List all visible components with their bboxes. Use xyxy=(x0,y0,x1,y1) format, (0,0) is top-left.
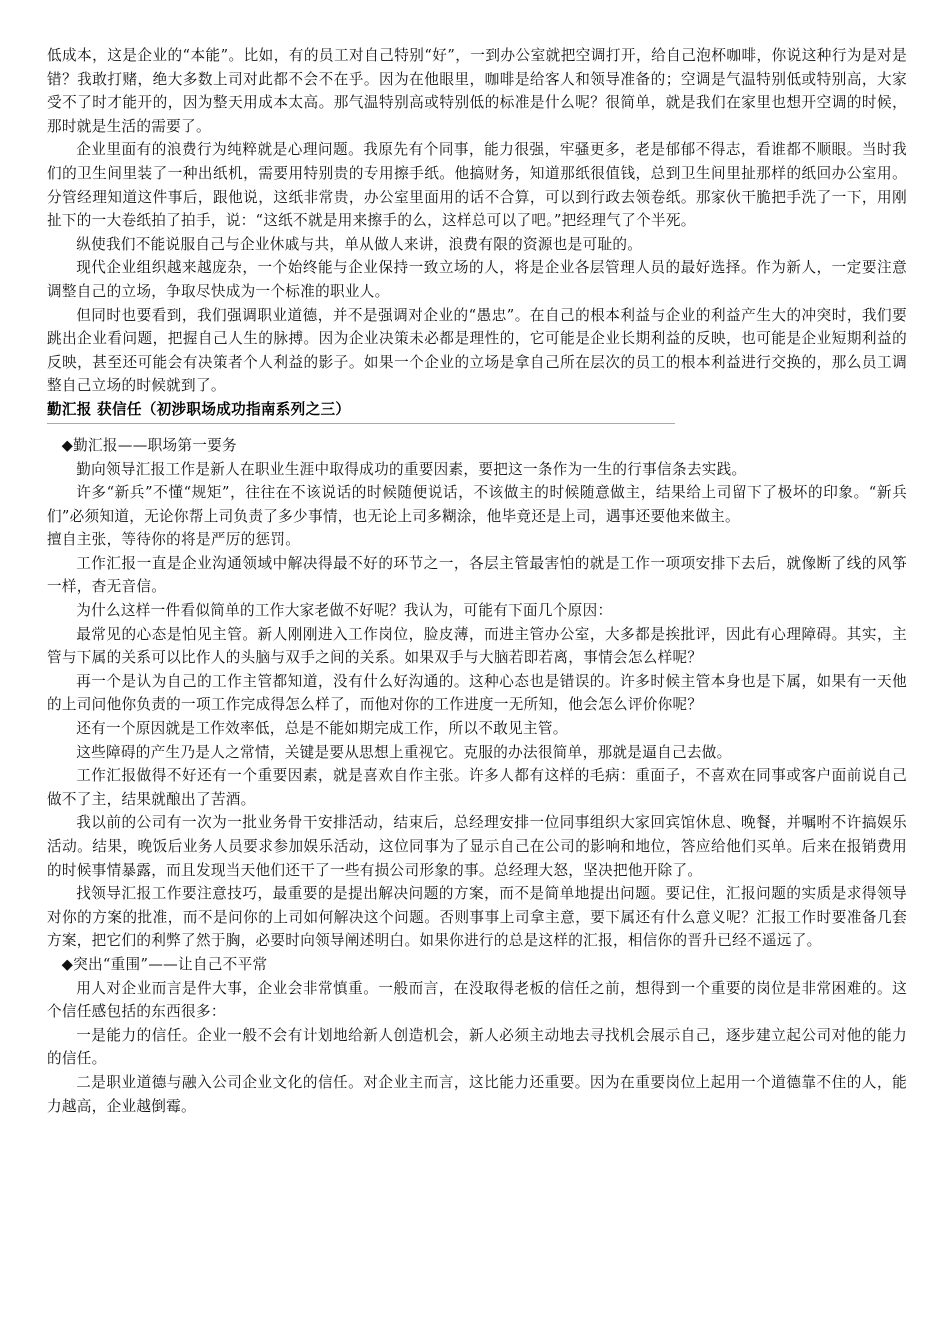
paragraph: 但同时也要看到，我们强调职业道德，并不是强调对企业的“愚忠”。在自己的根本利益与企业的利益产生大的冲突时，我们要跳出企业看问题，把握自己人生的脉搏。因为企业决策未必都是理性的，它可能是企业长期利益的反映，也可能是企业短期利益的反映，甚至还可能会有决策者个人利益的影子。如果一个企业的立场是拿自己所在层次的员工的根本利益进行交换的，那么员工调整自己立场的时候就到了。 xyxy=(47,306,907,395)
paragraph: 低成本，这是企业的“本能”。比如，有的员工对自己特别“好”，一到办公室就把空调打开，给自己泡杯咖啡，你说这种行为是对是错？我敢打赌，绝大多数上司对此都不会不在乎。因为在他眼里，咖啡是给客人和领导准备的；空调是气温特别低或特别高，大家受不了时才能开的，因为整天用成本太高。那气温特别高或特别低的标准是什么呢？很简单，就是我们在家里也想开空调的时候，那时就是生活的需要了。 xyxy=(47,47,907,135)
paragraph: 找领导汇报工作要注意技巧，最重要的是提出解决问题的方案，而不是简单地提出问题。要记住，汇报问题的实质是求得领导对你的方案的批准，而不是问你的上司如何解决这个问题。否则事事上司拿主意，要下属还有什么意义呢？汇报工作时要准备几套方案，把它们的利弊了然于胸，必要时向领导阐述明白。如果你进行的总是这样的汇报，相信你的晋升已经不遥远了。 xyxy=(47,885,907,950)
document-page xyxy=(47,44,907,1118)
section-title: ◆勤汇报——职场第一要务 xyxy=(61,436,237,454)
paragraph: 我以前的公司有一次为一批业务骨干安排活动，结束后，总经理安排一位同事组织大家回宾馆休息、晚餐，并嘱咐不许搞娱乐活动。结果，晚饭后业务人员要求参加娱乐活动，这位同事为了显示自己在公司的影响和地位，答应给他们买单。后来在报销费用的时候事情暴露，而且发现当天他们还干了一些有损公司形象的事。总经理大怒，坚决把他开除了。 xyxy=(47,814,907,879)
paragraph: 许多“新兵”不懂“规矩”，往往在不该说话的时候随便说话，不该做主的时候随意做主，结果给上司留下了极坏的印象。“新兵们”必须知道，无论你帮上司负责了多少事情，也无论上司多糊涂，他毕竟还是上司，遇事还要他来做主。 xyxy=(47,484,907,525)
paragraph: 工作汇报做得不好还有一个重要因素，就是喜欢自作主张。许多人都有这样的毛病：重面子，不喜欢在同事或客户面前说自己做不了主，结果就酿出了苦酒。 xyxy=(47,767,907,808)
paragraph: 工作汇报一直是企业沟通领域中解决得最不好的环节之一，各层主管最害怕的就是工作一项项安排下去后，就像断了线的风筝一样，杳无音信。 xyxy=(47,554,907,596)
paragraph: 现代企业组织越来越庞杂，一个始终能与企业保持一致立场的人，将是企业各层管理人员的最好选择。作为新人，一定要注意调整自己的立场，争取尽快成为一个标准的职业人。 xyxy=(47,259,907,300)
paragraph: 企业里面有的浪费行为纯粹就是心理问题。我原先有个同事，能力很强，牢骚更多，老是郁郁不得志，看谁都不顺眼。当时我们的卫生间里装了一种出纸机，需要用特别贵的专用擦手纸。他搞财务，知道那纸很值钱，总到卫生间里扯那样的纸回办公室用。分管经理知道这件事后，跟他说，这纸非常贵，办公室里面用的话不合算，可以到行政去领卷纸。那家伙干脆把手洗了一下，用刚扯下的一大卷纸拍了拍手，说：“这纸不就是用来擦手的么，这样总可以了吧。”把经理气了个半死。 xyxy=(47,141,907,230)
paragraph: 一是能力的信任。企业一般不会有计划地给新人创造机会，新人必须主动地去寻找机会展示自己，逐步建立起公司对他的能力的信任。 xyxy=(47,1026,907,1068)
paragraph: 二是职业道德与融入公司企业文化的信任。对企业主而言，这比能力还重要。因为在重要岗位上起用一个道德靠不住的人，能力越高，企业越倒霉。 xyxy=(47,1073,907,1115)
paragraph: 为什么这样一件看似简单的工作大家老做不好呢？我认为，可能有下面几个原因： xyxy=(76,602,613,620)
paragraph: 再一个是认为自己的工作主管都知道，没有什么好沟通的。这种心态也是错误的。许多时候主管本身也是下属，如果有一天他的上司问他你负责的一项工作完成得怎么样了，而他对你的工作进度一无所知，他会怎么评价你呢？ xyxy=(47,672,907,714)
paragraph: 纵使我们不能说服自己与企业休戚与共，单从做人来讲，浪费有限的资源也是可耻的。 xyxy=(76,235,643,253)
title-divider xyxy=(47,423,675,424)
paragraph: 这些障碍的产生乃是人之常情，关键是要从思想上重视它。克服的办法很简单，那就是逼自己去做。 xyxy=(76,743,732,761)
paragraph: 用人对企业而言是件大事，企业会非常慎重。一般而言，在没取得老板的信任之前，想得到一个重要的岗位是非常困难的。这个信任感包括的东西很多： xyxy=(47,979,907,1021)
paragraph: 还有一个原因就是工作效率低，总是不能如期完成工作，所以不敢见主管。 xyxy=(76,720,568,738)
paragraph: 擅自主张，等待你的将是严厉的惩罚。 xyxy=(47,531,301,549)
paragraph: 勤向领导汇报工作是新人在职业生涯中取得成功的重要因素，要把这一条作为一生的行事信条去实践。 xyxy=(76,460,747,478)
section-title: ◆突出“重围”——让自己不平常 xyxy=(61,955,268,973)
paragraph: 最常见的心态是怕见主管。新人刚刚进入工作岗位，脸皮薄，而进主管办公室，大多都是挨批评，因此有心理障碍。其实，主管与下属的关系可以比作人的头脑与双手之间的关系。如果双手与大脑若即若离，事情会怎么样呢？ xyxy=(47,625,907,667)
article-title: 勤汇报 获信任（初涉职场成功指南系列之三） xyxy=(47,400,351,418)
